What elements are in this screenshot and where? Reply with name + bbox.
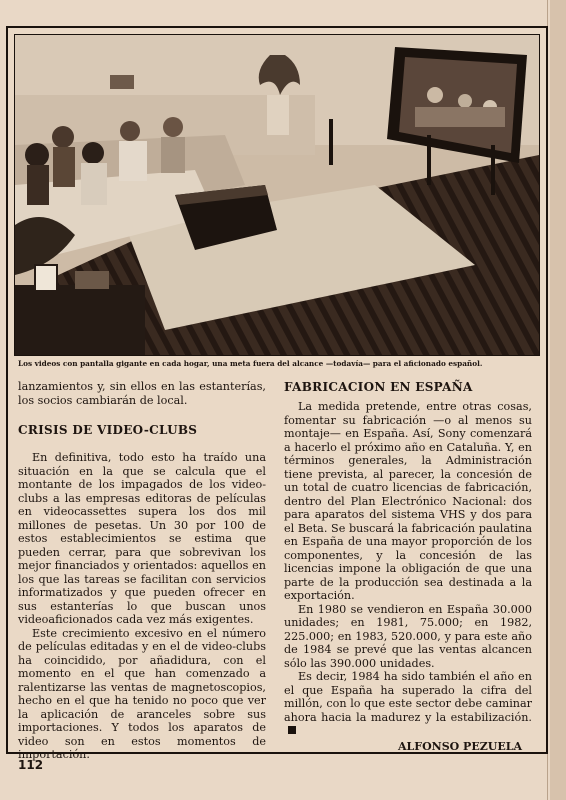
- section-heading-fabricacion: FABRICACION EN ESPAÑA: [284, 380, 473, 394]
- page-edge: [550, 0, 566, 800]
- photo-caption: Los videos con pantalla gigante en cada hogar, una meta fuera del alcance —todavía— para el aficionado español.: [18, 359, 483, 368]
- section-heading-crisis: CRISIS DE VIDEO-CLUBS: [18, 423, 198, 437]
- end-mark-icon: [288, 726, 296, 734]
- left-column: [18, 380, 266, 762]
- paragraph: En 1980 se vendieron en España 30.000 unidades; en 1981, 75.000; en 1982, 225.000; en 1983, 520.000, y para este año de 1984 se prevé que las ventas alcancen sólo las 390.000 unidades.: [284, 602, 532, 670]
- living-room-photo: [14, 34, 540, 356]
- intro-line: lanzamientos y, sin ellos en las estanterías, los socios cambiarán de local.: [18, 380, 266, 407]
- article-frame: [6, 26, 548, 761]
- page-number: 112: [18, 758, 44, 772]
- paragraph: En definitiva, todo esto ha traído una situación en la que se calcula que el montante de los impagados de los video-clubs a las empresas editoras de películas en videocassettes supera los dos mil millones de pesetas. Un 30 por 100 de estos establecimientos se estima que pueden cerrar, para que sobrevivan los mejor financiados y orientados: aquellos en los que las tareas se facilitan con servicios informatizados y que pueden ofrecer en sus estanterías lo que buscan unos videoaficionados cada vez más exigentes.: [18, 451, 266, 626]
- author-signature: ALFONSO PEZUELA: [397, 739, 522, 753]
- paragraph: Este crecimiento excesivo en el número de películas editadas y en el de video-clubs ha coincidido, por añadidura, con el momento en el que han comenzado a ralentizarse las ventas de magnetoscopios, hecho en el que ha tenido no poco que ver la aplicación de aranceles sobre sus importaciones. Y todos los aparatos de video son en estos momentos de importación.: [18, 626, 266, 761]
- right-column: [284, 380, 532, 753]
- paragraph-text: Es decir, 1984 ha sido también el año en el que España ha superado la cifra del millón, con lo que este sector debe caminar ahora hacia la madurez y la estabilización.: [284, 670, 532, 724]
- paragraph-final: [284, 670, 532, 738]
- photo-illustration: [15, 35, 539, 355]
- paragraph: La medida pretende, entre otras cosas, fomentar su fabricación —o al menos su montaje— en España. Así, Sony comenzará a hacerlo el próximo año en Cataluña. Y, en términos generales, la Administración tiene prevista, al parecer, la concesión de un total de cuatro licencias de fabricación, dentro del Plan Electrónico Nacional: dos para aparatos del sistema VHS y dos para el Beta. Se buscará la fabricación paulatina en España de una mayor proporción de los componentes, y la concesión de las licencias impone la obligación de que una parte de la producción sea destinada a la exportación.: [284, 400, 532, 602]
